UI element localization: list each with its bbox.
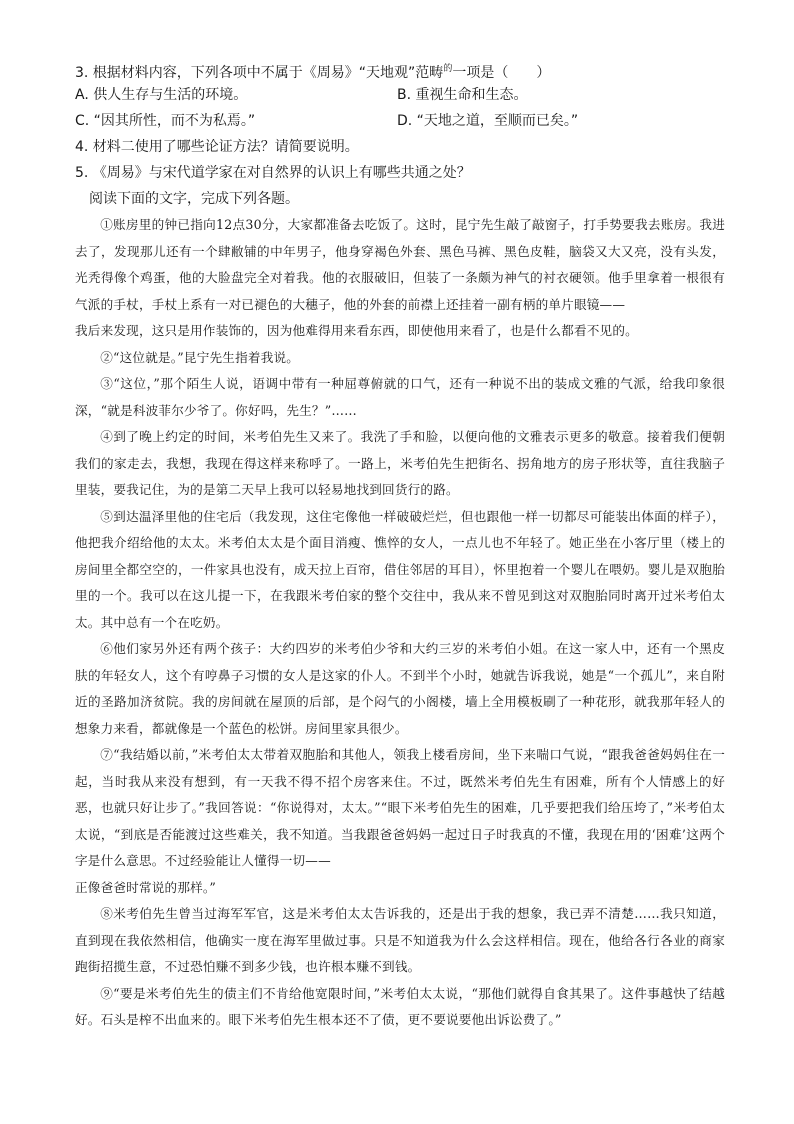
paragraph-3: ③“这位，”那个陌生人说，语调中带有一种屈尊俯就的口气，还有一种说不出的装成文雅的气派，给我印象很深，“就是科波菲尔少爷了。你好吗，先生？”…… — [75, 376, 725, 418]
question-3-stem — [75, 56, 725, 82]
question-4: 4. 材料二使用了哪些论证方法？请简要说明。 — [75, 139, 359, 155]
reading-intro: 阅读下面的文字，完成下列各题。 — [89, 191, 299, 207]
question-3-options-row-1 — [75, 82, 725, 108]
question-3-options-row-2 — [75, 108, 725, 134]
question-3-stem-end: 一项是（ ） — [452, 65, 551, 81]
paragraph-4: ④到了晚上约定的时间，米考伯先生又来了。我洗了手和脸，以便向他的文雅表示更多的敬意。接着我们便朝我们的家走去，我想，我现在得这样来称呼了。一路上，米考伯先生把街名、拐角地方的房子形状等，直往我脑子里装，要我记住，为的是第二天早上我可以轻易地找到回货行的路。 — [75, 429, 725, 497]
exam-page — [75, 56, 725, 1034]
paragraph-5: ⑤到达温泽里他的住宅后（我发现，这住宅像他一样破破烂烂，但也跟他一样一切都尽可能装出体面的样子），他把我介绍给他的太太。米考伯太太是个面目消瘦、憔悴的女人，一点儿也不年轻了。她正坐在小客厅里（楼上的房间里全都空空的，一件家具也没有，成天拉上百帘，借住邻居的耳目），怀里抱着一个婴儿在喂奶。婴儿是双胞胎里的一个。我可以在这儿提一下，在我跟米考伯家的整个交往中，我从来不曾见到这对双胞胎同时离开过米考伯太太。其中总有一个在吃奶。 — [75, 508, 725, 630]
option-a[interactable]: A. 供人生存与生活的环境。 — [75, 87, 248, 103]
question-3-stem-text: 3. 根据材料内容，下列各项中不属于《周易》“天地观”范畴 — [75, 65, 444, 81]
paragraph-6: ⑥他们家另外还有两个孩子：大约四岁的米考伯少爷和大约三岁的米考伯小姐。在这一家人中，还有一个黑皮肤的年轻女人，这个有哼鼻子习惯的女人是这家的仆人。不到半个小时，她就告诉我说，她是“一个孤儿”，来自附近的圣路加济贫院。我的房间就在屋顶的后部，是个闷气的小阁楼，墙上全用模板刷了一种花形，就我那年轻人的想象力来看，都就像是一个蓝色的松饼。房间里家具很少。 — [75, 641, 725, 736]
paragraph-1-continued: 我后来发现，这只是用作装饰的，因为他难得用来看东西，即使他用来看了，也是什么都看不见的。 — [75, 323, 638, 338]
paragraph-2: ②“这位就是。”昆宁先生指着我说。 — [100, 349, 300, 365]
paragraph-8: ⑧米考伯先生曾当过海军军官，这是米考伯太太告诉我的，还是出于我的想象，我已弄不清楚……我只知道，直到现在我依然相信，他确实一度在海军里做过事。只是不知道我为什么会这样相信。现在，他给各行各业的商家跑街招揽生意，不过恐怕赚不到多少钱，也许根本赚不到钱。 — [75, 906, 725, 974]
paragraph-1: ①账房里的钟已指向12点30分，大家都准备去吃饭了。这时，昆宁先生敲了敲窗子，打手势要我去账房。我进去了，发现那儿还有一个肆敝铺的中年男子，他身穿褐色外套、黑色马裤、黑色皮鞋，脑袋又大又亮，没有头发，光秃得像个鸡蛋，他的大脸盘完全对着我。他的衣服破旧，但装了一条颇为神气的衬衣硬领。他手里拿着一根很有气派的手杖，手杖上系有一对已褪色的大穗子，他的外套的前襟上还挂着一副有柄的单片眼镜—— — [75, 217, 725, 312]
question-3-stem-superscript: 的 — [443, 64, 453, 74]
option-c[interactable]: C. “因其所性，而不为私焉。” — [75, 113, 256, 129]
option-d[interactable]: D. “天地之道，至顺而已矣。” — [397, 113, 579, 129]
paragraph-7-continued: 正像爸爸时常说的那样。” — [75, 879, 217, 895]
option-b[interactable]: B. 重视生命和生态。 — [397, 87, 528, 103]
paragraph-9: ⑨“要是米考伯先生的债主们不肯给他宽限时间，”米考伯太太说，“那他们就得自食其果了。这件事越快了结越好。石头是榨不出血来的。眼下米考伯先生根本还不了债，更不要说要他出诉讼费了。” — [75, 985, 725, 1027]
question-5: 5. 《周易》与宋代道学家在对自然界的认识上有哪些共通之处？ — [75, 165, 471, 181]
paragraph-7: ⑦“我结婚以前，”米考伯太太带着双胞胎和其他人，领我上楼看房间，坐下来喘口气说，“跟我爸爸妈妈住在一起，当时我从来没有想到，有一天我不得不招个房客来住。不过，既然米考伯先生有困难，所有个人情感上的好恶，也就只好让步了。”我回答说：“你说得对，太太。”“眼下米考伯先生的困难，几乎要把我们给压垮了，”米考伯太太说，“到底是否能渡过这些难关，我不知道。当我跟爸爸妈妈一起过日子时我真的不懂，我现在用的‘困难’这两个字是什么意思。不过经验能让人懂得一切—— — [75, 747, 725, 868]
